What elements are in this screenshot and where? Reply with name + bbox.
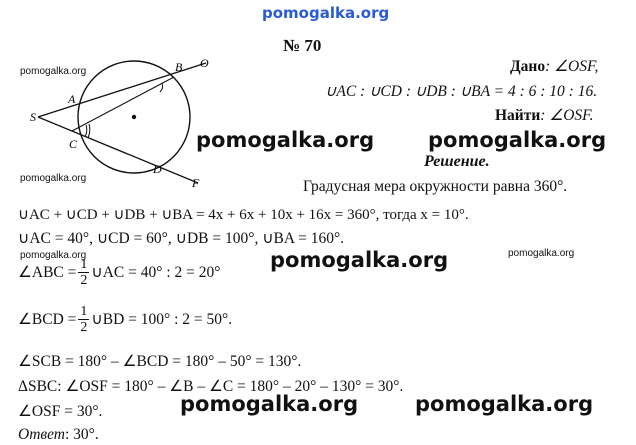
solution-osf-line: ∠OSF = 30°. — [18, 403, 103, 420]
watermark-big-2: pomogalka.org — [428, 128, 607, 152]
half-den-1: 2 — [80, 273, 88, 288]
solution-scb-line: ∠SCB = 180° – ∠BCD = 180° – 50° = 130°. — [18, 353, 302, 370]
solution-abc-line — [18, 257, 220, 288]
watermark-small-left-3: pomogalka.org — [20, 250, 87, 261]
find-rest: : ∠OSF. — [540, 107, 594, 124]
site-watermark-top: pomogalka.org — [262, 4, 390, 22]
circle-secant-figure — [28, 55, 223, 195]
point-label-b: B — [175, 60, 183, 74]
half-fraction-1 — [78, 257, 89, 288]
half-num-2: 1 — [80, 304, 88, 319]
watermark-small-right: pomogalka.org — [508, 248, 575, 259]
watermark-big-4: pomogalka.org — [180, 392, 359, 416]
given-label: Дано — [510, 58, 546, 75]
angle-mark-c2 — [88, 124, 90, 138]
solution-circle-line: Градусная мера окружности равна 360°. — [303, 178, 568, 195]
answer-line — [18, 426, 99, 444]
secant-sf — [38, 117, 198, 183]
point-label-c: C — [69, 137, 78, 151]
point-label-s: S — [30, 110, 36, 124]
solution-sbc-line: ΔSBC: ∠OSF = 180° – ∠B – ∠C = 180° – 20° – 130° = 30°. — [18, 378, 404, 395]
solution-arcs-line: ∪AC = 40°, ∪CD = 60°, ∪DB = 100°, ∪BA = 160°. — [18, 230, 345, 247]
watermark-small-left-2: pomogalka.org — [20, 173, 87, 184]
given-line-1 — [510, 57, 598, 76]
abc-left: ∠ABC = — [18, 264, 77, 281]
problem-number: № 70 — [283, 36, 322, 55]
find-line — [495, 106, 594, 125]
given-line-2: ∪AC : ∪CD : ∪DB : ∪BA = 4 : 6 : 10 : 16. — [325, 83, 598, 100]
half-num-1: 1 — [80, 257, 88, 272]
point-label-d: D — [153, 162, 162, 176]
answer-rest: : 30°. — [64, 426, 99, 443]
half-fraction-2 — [78, 304, 89, 335]
half-den-2: 2 — [80, 320, 88, 335]
angle-mark-c1 — [85, 125, 87, 137]
watermark-big-1: pomogalka.org — [196, 128, 375, 152]
solution-bcd-line — [18, 304, 232, 335]
point-label-o: O — [200, 56, 209, 70]
solution-heading: Решение. — [424, 153, 490, 170]
abc-right: ∪AC = 40° : 2 = 20° — [91, 264, 221, 281]
bcd-left: ∠BCD = — [18, 311, 77, 328]
point-label-a: A — [68, 92, 76, 106]
solution-equation-line: ∪AC + ∪CD + ∪DB + ∪BA = 4x + 6x + 10x + 16x = 360°, тогда x = 10°. — [18, 207, 469, 223]
find-label: Найти — [495, 107, 541, 124]
watermark-big-5: pomogalka.org — [415, 392, 594, 416]
circle-center — [132, 115, 136, 119]
point-label-f: F — [192, 176, 200, 190]
given-line-1-rest: : ∠OSF, — [545, 58, 599, 75]
answer-label: Ответ — [18, 426, 65, 443]
bcd-right: ∪BD = 100° : 2 = 50°. — [91, 311, 233, 328]
watermark-big-3: pomogalka.org — [270, 248, 449, 272]
watermark-small-left-1: pomogalka.org — [20, 66, 87, 77]
